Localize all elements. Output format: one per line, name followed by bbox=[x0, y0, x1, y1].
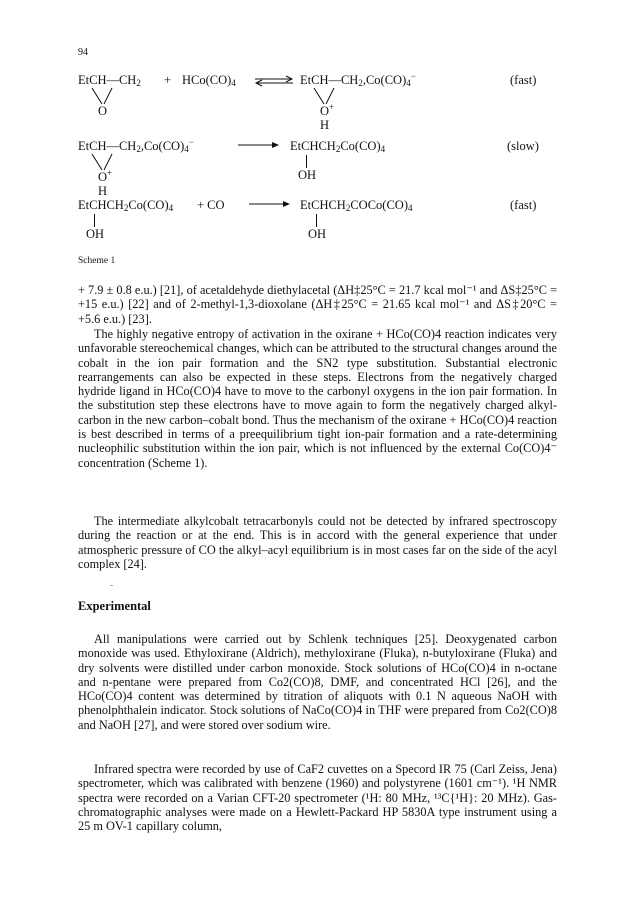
r1-proton: H bbox=[320, 118, 330, 132]
r3-hydroxyl-right: OH bbox=[308, 227, 327, 241]
r1-oxygen-left: O bbox=[98, 104, 108, 118]
r2-ion-pair: $EtCH—CH_2,Co(CO)_4^-$ bbox=[78, 136, 194, 154]
r1-hco: $HCo(CO)_4$ bbox=[182, 73, 236, 88]
r1-equilibrium-arrow bbox=[253, 74, 295, 88]
r1-plus: + bbox=[164, 73, 172, 87]
divider-mark bbox=[110, 585, 113, 586]
r2-bond bbox=[306, 155, 307, 168]
paragraph-mechanism: The highly negative entropy of activation in the oxirane + HCo(CO)4 reaction indicates very unfavorable stereochemical changes, which can be attributed to the structural changes around the cobalt in the ion pair formation and the SN2 type substitution. Substantial electronic rearrangements can also be expected in these steps. Electrons from the negatively charged hydride ligand in HCo(CO)4 have to move to the carbonyl oxygens in the ion pair formation. In the substitution step these electrons have to move again to form the negatively charged alkyl-carbon in the new carbon–cobalt bond. Thus the mechanism of the oxirane + HCo(CO)4 reaction is best described in terms of a preequilibrium tight ion-pair formation and a rate-determining nucleophilic substitution within the ion pair, which is not influenced by the external Co(CO)4⁻ concentration (Scheme 1). bbox=[78, 327, 557, 470]
scheme-caption: Scheme 1 bbox=[78, 256, 116, 266]
r1-oxirane: $EtCH—CH_2$ bbox=[78, 73, 141, 88]
r2-arrow bbox=[236, 140, 282, 150]
r2-hydroxyl: OH bbox=[298, 168, 317, 182]
r2-oxonium: O+ bbox=[98, 167, 113, 184]
paragraph-intermediate: The intermediate alkylcobalt tetracarbonyls could not be detected by infrared spectroscopy during the reaction or at the end. This is in accord with the general experience that under atmospheric pressure of CO the alkyl–acyl equilibrium is in most cases far on the side of the acyl complex [24]. bbox=[78, 514, 557, 571]
r3-alkylcobalt: $EtCHCH_2Co(CO)_4$ bbox=[78, 198, 174, 213]
r3-rate: (fast) bbox=[510, 198, 537, 212]
paragraph-manipulations: All manipulations were carried out by Schlenk techniques [25]. Deoxygenated carbon monoxide was used. Ethyloxirane (Aldrich), methyloxirane (Fluka), n-butyloxirane (Fluka) and dry solvents were distilled under carbon monoxide. Stock solutions of HCo(CO)4 in n-octane and n-pentane were prepared from Co2(CO)8, DMF, and concentrated HCl [26], and the HCo(CO)4 content was determined by titration of aliquots with 0.1 N aqueous NaOH with phenolphthalein indicator. Stock solutions of NaCo(CO)4 in THF were prepared from Co2(CO)8 and NaOH [27], and were stored over sodium wire. bbox=[78, 632, 557, 732]
paragraph-activation-parameters: + 7.9 ± 0.8 e.u.) [21], of acetaldehyde diethylacetal (ΔH‡25°C = 21.7 kcal mol⁻¹ and ΔS‡25°C = +15 e.u.) [22] and of 2-methyl-1,3-dioxolane (ΔH‡25°C = 21.65 kcal mol⁻¹ and ΔS‡20°C = +5.6 e.u.) [23]. bbox=[78, 283, 557, 326]
section-heading-experimental: Experimental bbox=[78, 599, 151, 613]
r2-alkylcobalt: $EtCHCH_2Co(CO)_4$ bbox=[290, 139, 386, 154]
r1-ion-pair: $EtCH—CH_2,Co(CO)_4^-$ bbox=[300, 70, 416, 88]
r3-arrow bbox=[247, 199, 293, 209]
r3-plus-co: + CO bbox=[197, 198, 225, 212]
page-number: 94 bbox=[78, 47, 88, 58]
r3-bond-right bbox=[316, 214, 317, 227]
paragraph-spectra: Infrared spectra were recorded by use of CaF2 cuvettes on a Specord IR 75 (Carl Zeiss, Jena) spectrometer, which was calibrated with benzene (1960) and polystyrene (1601 cm⁻¹). ¹H NMR spectra were recorded on a Varian CFT-20 spectrometer (¹H: 80 MHz, ¹³C{¹H}: 20 MHz). Gas-chromatographic analyses were made on a Hewlett-Packard HP 5830A type instrument using a 25 m OV-1 capillary column, bbox=[78, 762, 557, 834]
r2-proton: H bbox=[98, 184, 108, 198]
r3-hydroxyl-left: OH bbox=[86, 227, 105, 241]
r1-rate: (fast) bbox=[510, 73, 537, 87]
r2-rate: (slow) bbox=[507, 139, 539, 153]
r3-acylcobalt: $EtCHCH_2COCo(CO)_4$ bbox=[300, 198, 413, 213]
r1-oxonium: O+ bbox=[320, 101, 335, 118]
r3-bond-left bbox=[94, 214, 95, 227]
